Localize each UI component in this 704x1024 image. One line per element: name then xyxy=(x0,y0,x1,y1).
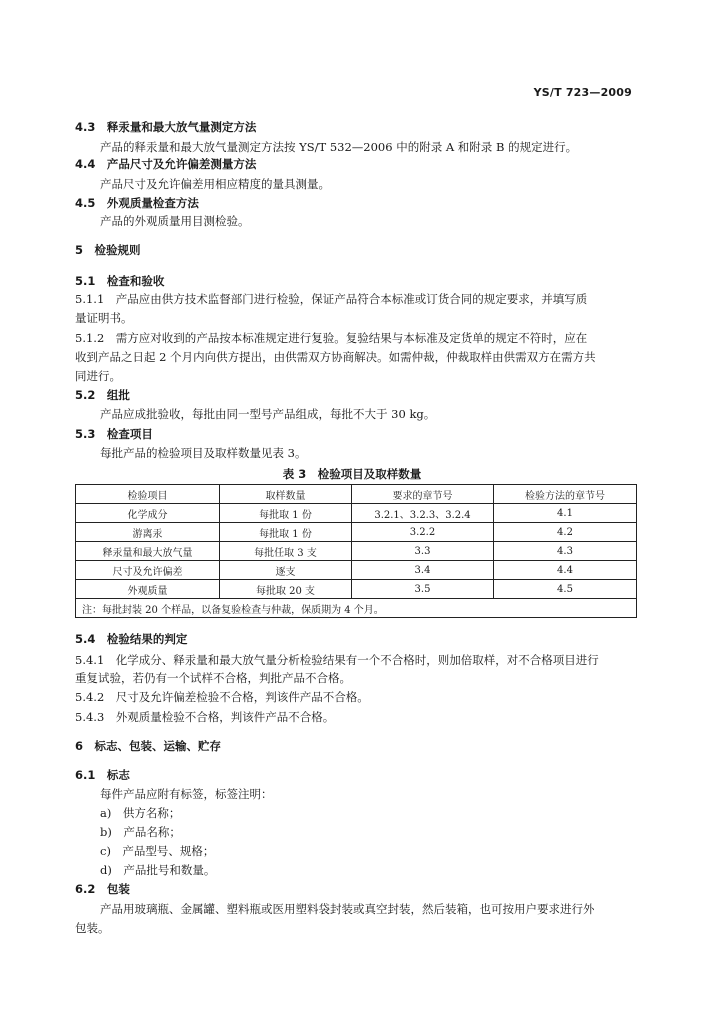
section-4-4-heading: 4.4 产品尺寸及允许偏差测量方法 xyxy=(75,157,257,171)
label-item: c) 产品型号、规格； xyxy=(100,844,215,858)
table-cell: 外观质量 xyxy=(76,580,220,599)
table-row xyxy=(76,523,637,542)
table-cell: 4.5 xyxy=(494,580,637,599)
label-item: a) 供方名称； xyxy=(100,806,181,820)
table-header-row xyxy=(76,485,637,504)
table-row xyxy=(76,542,637,561)
section-6-1-intro: 每件产品应附有标签，标签注明： xyxy=(100,787,273,801)
table-cell: 每批取 1 份 xyxy=(220,504,352,523)
section-5-1-2-line2: 收到产品之日起 2 个月内向供方提出，由供需双方协商解决。如需仲裁，仲裁取样由供需双方在需方共 xyxy=(75,350,596,364)
table-cell: 化学成分 xyxy=(76,504,220,523)
section-6-2-line2: 包装。 xyxy=(75,921,110,935)
label-item: b) 产品名称； xyxy=(100,825,181,839)
table-cell: 每批取 20 支 xyxy=(220,580,352,599)
section-4-5-heading: 4.5 外观质量检查方法 xyxy=(75,196,199,210)
section-5-4-1-line1: 5.4.1 化学成分、释汞量和最大放气量分析检验结果有一个不合格时，则加倍取样，对不合格项目进行 xyxy=(75,653,599,667)
standard-code: YS/T 723—2009 xyxy=(533,86,632,99)
table-cell: 4.4 xyxy=(494,561,637,580)
table-header-cell: 要求的章节号 xyxy=(352,485,494,504)
table-cell: 每批任取 3 支 xyxy=(220,542,352,561)
table-header-cell: 检验项目 xyxy=(76,485,220,504)
section-4-3-heading: 4.3 释汞量和最大放气量测定方法 xyxy=(75,120,257,134)
section-5-1-1-line2: 量证明书。 xyxy=(75,311,133,325)
table-title: 表 3 检验项目及取样数量 xyxy=(282,467,422,481)
table-note-row xyxy=(76,599,637,618)
label-item: d) 产品批号和数量。 xyxy=(100,863,216,877)
section-5-3-heading: 5.3 检查项目 xyxy=(75,427,153,441)
table-cell: 释汞量和最大放气量 xyxy=(76,542,220,561)
section-5-4-3: 5.4.3 外观质量检验不合格，判该件产品不合格。 xyxy=(75,710,335,724)
section-6-heading: 6 标志、包装、运输、贮存 xyxy=(75,739,222,753)
section-5-3-text: 每批产品的检验项目及取样数量见表 3。 xyxy=(100,446,307,460)
table-cell: 尺寸及允许偏差 xyxy=(76,561,220,580)
section-5-4-1-line2: 重复试验，若仍有一个试样不合格，判批产品不合格。 xyxy=(75,671,351,685)
section-5-4-2: 5.4.2 尺寸及允许偏差检验不合格，判该件产品不合格。 xyxy=(75,690,369,704)
section-6-2-heading: 6.2 包装 xyxy=(75,882,130,896)
section-5-1-2-line3: 同进行。 xyxy=(75,369,121,383)
section-5-1-heading: 5.1 检查和验收 xyxy=(75,274,165,288)
section-5-1-1-line1: 5.1.1 产品应由供方技术监督部门进行检验，保证产品符合本标准或订货合同的规定要求，并填写质 xyxy=(75,292,588,306)
table-cell: 4.1 xyxy=(494,504,637,523)
table-header-cell: 取样数量 xyxy=(220,485,352,504)
section-6-2-line1: 产品用玻璃瓶、金属罐、塑料瓶或医用塑料袋封装或真空封装，然后装箱，也可按用户要求进行外 xyxy=(100,902,595,916)
section-6-1-heading: 6.1 标志 xyxy=(75,768,130,782)
table-cell: 3.4 xyxy=(352,561,494,580)
table-cell: 3.2.1、3.2.3、3.2.4 xyxy=(352,504,494,523)
section-5-4-heading: 5.4 检验结果的判定 xyxy=(75,632,188,646)
table-cell: 3.3 xyxy=(352,542,494,561)
section-4-4-text: 产品尺寸及允许偏差用相应精度的量具测量。 xyxy=(100,177,330,191)
table-note: 注：每批封装 20 个样品，以备复验检查与仲裁，保质期为 4 个月。 xyxy=(76,599,637,618)
table-cell: 4.2 xyxy=(494,523,637,542)
section-5-2-heading: 5.2 组批 xyxy=(75,388,130,402)
section-4-3-text: 产品的释汞量和最大放气量测定方法按 YS/T 532—2006 中的附录 A 和附录 B 的规定进行。 xyxy=(100,140,578,154)
inspection-table xyxy=(75,484,637,618)
table-cell: 游离汞 xyxy=(76,523,220,542)
table-row xyxy=(76,561,637,580)
table-header-cell: 检验方法的章节号 xyxy=(494,485,637,504)
section-5-2-text: 产品应成批验收，每批由同一型号产品组成，每批不大于 30 kg。 xyxy=(100,407,436,421)
section-5-heading: 5 检验规则 xyxy=(75,243,141,257)
table-cell: 3.2.2 xyxy=(352,523,494,542)
table-row xyxy=(76,504,637,523)
table-cell: 逐支 xyxy=(220,561,352,580)
section-5-1-2-line1: 5.1.2 需方应对收到的产品按本标准规定进行复验。复验结果与本标准及定货单的规定不符时，应在 xyxy=(75,331,588,345)
section-4-5-text: 产品的外观质量用目测检验。 xyxy=(100,214,250,228)
table-cell: 每批取 1 份 xyxy=(220,523,352,542)
table-cell: 4.3 xyxy=(494,542,637,561)
table-row xyxy=(76,580,637,599)
table-cell: 3.5 xyxy=(352,580,494,599)
